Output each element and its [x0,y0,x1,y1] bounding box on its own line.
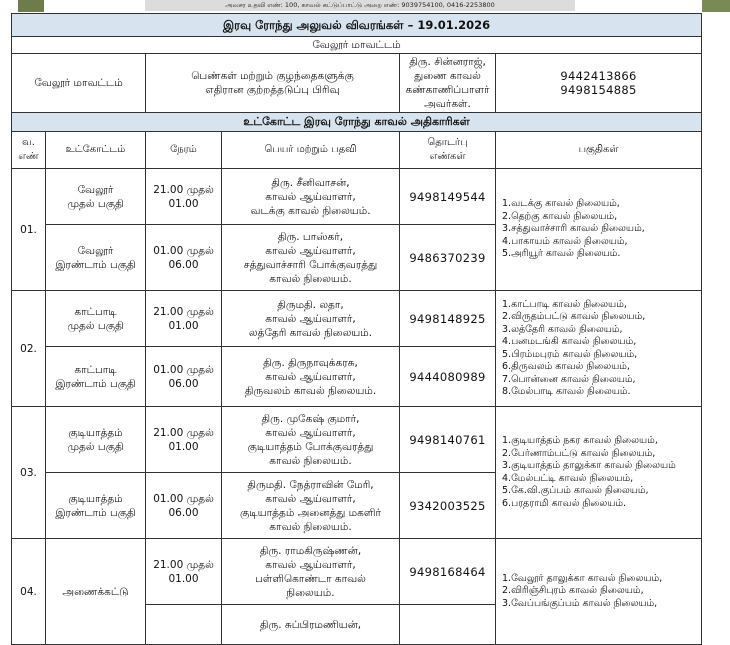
table-row [12,539,702,605]
officer-cell [222,605,400,645]
time-line: 06.00 [168,377,199,390]
col-sno [12,132,46,169]
time-cell [146,169,222,225]
officer-line: லத்தேரி காவல் நிலையம். [248,326,373,339]
subdivision-line: முதல் பகுதி [67,440,124,453]
phone-number: 9498148925 [400,291,496,347]
subdivision-cell [46,407,146,473]
area-item: 8.மேல்பாடி காவல் நிலையம். [502,386,631,397]
time-line: 21.00 முதல் [153,426,214,439]
section-title: உட்கோட்ட இரவு ரோந்து காவல் அதிகாரிகள் [12,113,702,132]
serial-number: 01. [12,169,46,291]
time-cell [146,407,222,473]
time-line: 01.00 [168,197,199,210]
subdivision-line: வேலூர் [77,244,114,257]
phone-number: 9498149544 [400,169,496,225]
patrol-table [11,13,702,645]
title-row [12,14,702,37]
officer-line: காவல் ஆய்வாளர், [265,492,356,505]
officer-line: துணை காவல் கண்காணிப்பாளர் [405,70,490,96]
area-item: 6.திருவலம் காவல் நிலையம், [502,361,630,372]
phone-number: 9442413866 [560,69,637,83]
subdivision-line: குடியாத்தம் [68,426,123,439]
area-item: 2.விரிஞ்சிபுரம் காவல் நிலையம், [502,585,644,597]
area-item: 5.பிரம்மபுரம் காவல் நிலையம், [502,348,638,360]
area-item: 5.அரியூர் காவல் நிலையம். [502,248,621,260]
subdivision-line: காட்பாடி [74,305,117,318]
officer-line: பள்ளிகொண்டா காவல் [255,572,366,585]
officer-line: காவல் ஆய்வாளர், [265,244,356,257]
officer-line: காவல் ஆய்வாளர், [265,312,356,325]
unit-line: எதிரான குற்றத்தடுப்பு பிரிவு [205,84,340,96]
officer-line: திருமதி. நேத்ராவின் மேரி, [247,478,374,491]
time-line: 06.00 [168,506,199,519]
col-name: பெயர் மற்றும் பதவி [222,132,400,169]
officer-line: காவல் ஆய்வாளர், [265,558,356,571]
unit-name [146,54,400,113]
time-line: 21.00 முதல் [153,305,214,318]
officer-cell [222,473,400,539]
time-line: 21.00 முதல் [153,183,214,196]
officer-phones [496,54,702,113]
area-item: 2.தெற்கு காவல் நிலையம், [502,210,618,222]
officer-line: திருமதி. லதா, [277,298,344,311]
col-contact [400,132,496,169]
officer-line: வடக்கு காவல் நிலையம். [250,204,371,217]
officer-line: திரு. ராமகிருஷ்ணன், [259,544,362,557]
areas-cell [496,539,702,645]
officer-line: நிலையம். [286,586,335,599]
time-line: 01.00 முதல் [153,244,214,257]
col-areas: பகுதிகள் [496,132,702,169]
subdivision-line: முதல் பகுதி [67,319,124,332]
officer-line: காவல் ஆய்வாளர், [265,190,356,203]
serial-number: 03. [12,407,46,539]
subdivision-line: இரண்டாம் பகுதி [55,377,136,390]
area-item: 4.மேல்பட்டி காவல் நிலையம், [502,472,634,484]
area-item: 5.கே.வி.குப்பம் காவல் நிலையம், [502,485,649,496]
areas-cell [496,169,702,291]
col-contact-line: தொடர்பு [427,137,468,148]
time-line: 21.00 முதல் [153,558,214,571]
banner-photo-left [18,0,44,12]
officer-line: காவல் நிலையம். [269,520,352,533]
time-cell [146,539,222,605]
time-line: 06.00 [168,258,199,271]
time-line: 01.00 [168,319,199,332]
officer-line: காவல் ஆய்வாளர், [265,370,356,383]
col-sno-line: வ. [22,137,35,148]
time-cell [146,605,222,645]
officer-line: காவல் நிலையம். [269,272,352,285]
banner-photo-right [702,0,730,12]
district-row [12,37,702,54]
subdivision-line: காட்பாடி [74,363,117,376]
officer-line: திரு. பாஸ்கர், [277,230,344,243]
officer-line: திருவலம் காவல் நிலையம். [244,384,377,397]
col-contact-line: எண்கள் [429,151,466,162]
time-cell [146,347,222,407]
time-line: 01.00 முதல் [153,492,214,505]
phone-number [400,605,496,645]
time-line: 01.00 முதல் [153,363,214,376]
subdivision-cell [46,169,146,225]
col-time: நேரம் [146,132,222,169]
area-item: 3.சத்துவாச்சாரி காவல் நிலையம், [502,223,645,235]
phone-number: 9498168464 [400,539,496,605]
subdivision-line: இரண்டாம் பகுதி [55,258,136,271]
district-name: வேலூர் மாவட்டம் [12,54,146,113]
officer-line: காவல் ஆய்வாளர், [265,426,356,439]
officer-line: குடியாத்தம் போக்குவரத்து [247,440,374,453]
officer-cell [222,407,400,473]
officer-line: காவல் நிலையம். [269,454,352,467]
section-row [12,113,702,132]
table-row [12,169,702,225]
officer-line: அவர்கள். [424,98,471,110]
subdivision-line: வேலூர் [77,183,114,196]
phone-number: 9486370239 [400,225,496,291]
area-item: 4.பனமடங்கி காவல் நிலையம், [502,336,637,347]
areas-cell [496,291,702,407]
subdivision-line: குடியாத்தம் [68,492,123,505]
top-banner [0,0,730,12]
area-item: 2.விருதம்பட்டு காவல் நிலையம், [502,311,646,322]
col-subdivision: உட்கோட்டம் [46,132,146,169]
officer-cell [222,347,400,407]
officer-line: திரு. சுப்பிரமணியன், [259,618,362,631]
officer-line: திரு. சீனிவாசன், [271,176,350,189]
area-item: 3.வேப்பங்குப்பம் காவல் நிலையம், [502,597,658,609]
officer-cell [222,169,400,225]
subdivision-cell [46,225,146,291]
areas-cell [496,407,702,539]
subdivision-line: இரண்டாம் பகுதி [55,506,136,519]
phone-number: 9444080989 [400,347,496,407]
time-cell [146,473,222,539]
area-item: 1.வேலூர் தாலுக்கா காவல் நிலையம், [502,572,663,584]
serial-number: 04. [12,539,46,645]
emergency-bar [145,0,575,11]
time-cell [146,225,222,291]
area-item: 3.லத்தேரி காவல் நிலையம், [502,323,623,335]
subdivision-cell [46,291,146,347]
subdivision-cell [46,347,146,407]
officer-cell [222,539,400,605]
area-item: 3.குடியாத்தம் தாலுக்கா காவல் நிலையம் [502,460,676,471]
serial-number: 02. [12,291,46,407]
table-row [12,291,702,347]
area-item: 4.பாகாயம் காவல் நிலையம், [502,235,628,247]
unit-line: பெண்கள் மற்றும் குழந்தைகளுக்கு [191,70,354,82]
officer-name [400,54,496,113]
officer-line: சத்துவாச்சாரி போக்குவரத்து [243,258,378,271]
area-item: 1.காட்பாடி காவல் நிலையம், [502,298,627,310]
time-line: 01.00 [168,440,199,453]
area-item: 2.பேர்ணாம்பட்டு காவல் நிலையம், [502,447,656,459]
emergency-text: அவசர உதவி எண்: 100, காவல் கட்டுப்பாட்டு அறை எண்: 9039754100, 0416-2253800 [225,1,495,9]
area-item: 1.வடக்கு காவல் நிலையம், [502,198,620,210]
subdivision-cell [46,473,146,539]
phone-number: 9342003525 [400,473,496,539]
district-officer-row [12,54,702,113]
officer-cell [222,291,400,347]
column-header-row [12,132,702,169]
col-sno-line: எண் [18,151,39,162]
time-cell [146,291,222,347]
page-title: இரவு ரோந்து அலுவல் விவரங்கள் – 19.01.2026 [12,14,702,37]
officer-line: திரு. முகேஷ் குமார், [261,412,360,425]
subdivision-line: முதல் பகுதி [67,197,124,210]
officer-line: குடியாத்தம் அனைத்து மகளிர் [240,506,381,519]
officer-cell [222,225,400,291]
area-item: 6.பரதராமி காவல் நிலையம். [502,497,627,509]
district-heading: வேலூர் மாவட்டம் [12,37,702,54]
subdivision-cell: அணைக்கட்டு [46,539,146,645]
officer-line: திரு. திருநாவுக்கரசு, [263,356,358,369]
officer-line: திரு. சின்னராஜ், [409,56,486,68]
phone-number: 9498154885 [560,83,637,97]
area-item: 1.குடியாத்தம் நகர காவல் நிலையம், [502,435,658,446]
phone-number: 9498140761 [400,407,496,473]
time-line: 01.00 [168,572,199,585]
area-item: 7.பொன்னை காவல் நிலையம், [502,373,636,385]
table-row [12,407,702,473]
